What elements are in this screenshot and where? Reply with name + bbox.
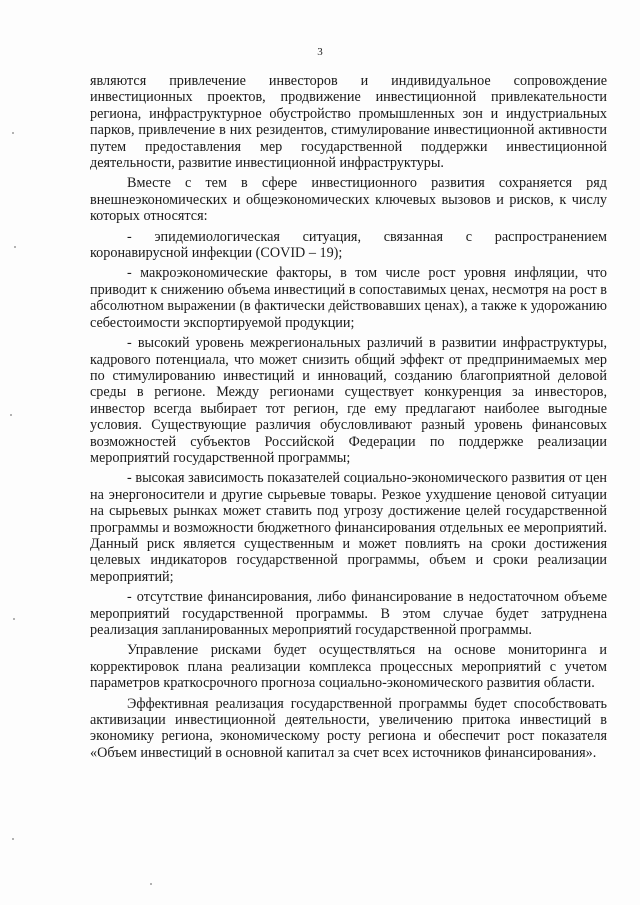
page-number: 3 [317,46,323,58]
scan-speck [12,132,14,134]
paragraph-conclusion: Эффективная реализация государственной программы будет способствовать активизации инвестиционной деятельности, увеличению притока инвестиций в экономику региона, экономическому росту региона и обеспечит рост показателя «Объем инвестиций в основной капитал за счет всех источников финансирования». [90,695,607,761]
scan-speck [14,246,16,248]
paragraph-2: Вместе с тем в сфере инвестиционного развития сохраняется ряд внешнеэкономических и общеэкономических ключевых вызовов и рисков, к числу которых относятся: [90,175,607,225]
paragraph-risk-management: Управление рисками будет осуществляться на основе мониторинга и корректировок плана реализации комплекса процессных мероприятий с учетом параметров краткосрочного прогноза социально-экономического развития области. [90,642,607,692]
scan-speck [12,838,14,840]
list-item-interregional: - высокий уровень межрегиональных различий в развитии инфраструктуры, кадрового потенциала, что может снизить общий эффект от предпринимаемых мер по стимулированию инвестиций и инноваций, созданию благоприятной деловой среды в регионе. Между регионами существует конкуренция за инвесторов, инвестор всегда выбирает тот регион, где ему предлагают наиболее выгодные условия. Существующие различия обусловливают разный уровень финансовых возможностей субъектов Российской Федерации по поддержке реализации мероприятий государственной программы; [90,335,607,466]
list-item-epidemic: - эпидемиологическая ситуация, связанная с распространением коронавирусной инфекции (COVID – 19); [90,228,607,262]
scan-speck [150,883,152,885]
scan-speck [13,618,15,620]
paragraph-1: являются привлечение инвесторов и индивидуальное сопровождение инвестиционных проектов, продвижение инвестиционной привлекательности региона, инфраструктурное обустройство промышленных зон и индустриальных парков, привлечение в них резидентов, стимулирование инвестиционной активности путем предоставления мер государственной поддержки инвестиционной деятельности, развитие инвестиционной инфраструктуры. [90,73,607,172]
list-item-macroeconomic: - макроэкономические факторы, в том числе рост уровня инфляции, что приводит к снижению объема инвестиций в сопоставимых ценах, несмотря на рост в абсолютном выражении (в фактически действовавших ценах), а также к удорожанию себестоимости экспортируемой продукции; [90,265,607,331]
scan-speck [10,414,12,416]
list-item-dependency: - высокая зависимость показателей социально-экономического развития от цен на энергоносители и другие сырьевые товары. Резкое ухудшение ценовой ситуации на сырьевых рынках может ставить под угрозу достижение целей государственной программы и возможности бюджетного финансирования отдельных ее мероприятий. Данный риск является существенным и может повлиять на сроки достижения целевых индикаторов государственной программы, объем и сроки реализации мероприятий; [90,470,607,585]
list-item-financing: - отсутствие финансирования, либо финансирование в недостаточном объеме мероприятий государственной программы. В этом случае будет затруднена реализация запланированных мероприятий государственной программы. [90,589,607,638]
document-body [90,73,607,765]
